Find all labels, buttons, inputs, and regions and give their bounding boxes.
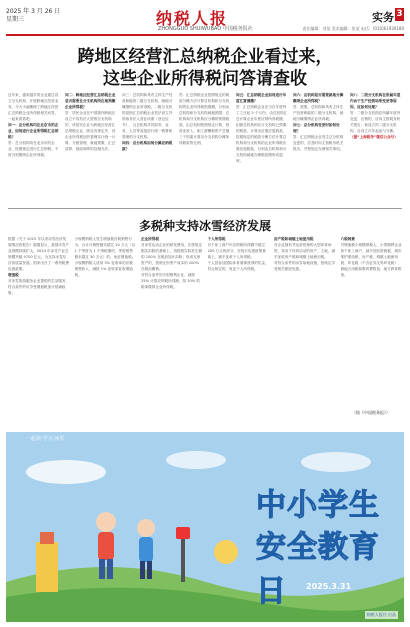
banner-title-line1: 中小学生 [256,488,380,523]
subheading: 问一：总分机构均在北京市的企业，如何进行企业所得税汇总纳税？ [8,123,59,139]
paragraph: 答：汇总纳税企业按照规定的税款分摊方法计算总机构和分支机构的企业所得税预缴额，分别由总机构和分支机构就地预缴；总机构和分支机构应分摊的预缴税款，由总机构按照规定计算，按营业收入、职工薪酬和资产总额三个因素计算各分支机构分摊所得税款的比例。 [179,93,230,145]
issue-date [6,8,60,24]
article2-headline: 多税种支持冰雪经济发展 [138,219,271,233]
page-header [6,6,404,36]
subheading: 个人所得税 [207,237,226,241]
paragraph: 答：总分机构均在北京市的企业，按照规定进行汇总纳税，不再分别缴纳企业所得税。 [8,141,59,157]
article1-headline-line1: 跨地区经营汇总纳税企业看过来， [77,47,333,67]
subheading: 问四：总分机构如何分摊应纳税款？ [122,141,173,151]
article1-column [179,92,231,204]
paragraph: 小规模纳税人发生增值税应税销售行为，合计月销售额未超过 10 万元（以 1 个季度为 1 个纳税期的，季度销售额未超过 30 万元）的，免征增值税。 [74,237,136,259]
weekday-line: 星期三 [6,16,25,23]
source-citation: （据“上海税务”微信公众号） [350,135,398,139]
article2-column [208,236,270,418]
subheading: 问六：总机构是否需要就地分摊缴纳企业所得税？ [293,93,344,103]
paragraph: 对符合条件的冰雪场地设施，按规定享受相关税收优惠。 [274,261,336,271]
subheading: 增值税 [8,273,19,277]
paragraph: 答：需要。总机构和具有主体生产经营职能的二级分支机构，就地分摊缴纳企业所得税。 [293,105,344,121]
paragraph: 个人因参加国际体育赛事获得的奖金，符合规定的，免征个人所得税。 [207,261,269,271]
masthead-title: 纳税人报 [156,9,229,28]
paragraph: 根据《关于 2025 年以来冰雪经济发展情况的报告》数据显示，我国冰雪产业规模持续扩大，2024 年冰雪产业总规模突破 9700 亿元。为支持冰雪经济高质量发展，国家出台了一系列税费优惠政策。 [8,237,70,271]
paragraph: 小规模纳税人适用 3% 征收率的应税销售收入，减按 1% 征收率征收增值税。 [74,261,133,277]
banner-top-text: 一起读·学习·冰雪 [26,436,65,442]
paragraph: 对个体工商户年应纳税所得额不超过 200 万元的部分，在现行优惠政策基础上，减半征收个人所得税。 [207,243,266,259]
paragraph: 答：汇总纳税企业发生总分机构变更的，应及时向主管税务机关报告，并按规定办理相关事项。 [293,135,344,151]
article1-headline-line2: 这些企业所得税问答请查收 [103,69,307,89]
masthead-subtitle: ZHONGGUO SHUIWUBAO 中国税务报社 [158,26,253,32]
subheading: 六税两费 [340,237,355,241]
subheading: 问八：二级分支机构在所属年度内由于生产经营场所变更等原因，应如何处理？ [350,93,401,109]
article1-column [293,92,345,204]
paragraph: 对冰雪旅游服务企业提供的生活服务，符合条件的可享受增值税加计抵减政策。 [8,279,70,295]
banner-credit: 纳税人报社 出品 [366,612,396,617]
paragraph: 对冰雪运动企业的研发费用，在按规定据实扣除的基础上，再按照实际发生额的 100% 在税前加计扣除；形成无形资产的，按照无形资产成本的 200% 在税前摊销。 [141,243,203,271]
editor-line: 责任编辑：刘某 美术编辑：张某 电话：(010)61930180 [302,26,404,31]
article1-column [65,92,117,204]
safety-day-banner [6,432,404,622]
article1-column [122,92,174,204]
article2-body [8,236,402,418]
article2-column [141,236,203,418]
article2-column [75,236,137,418]
article2-column [341,236,403,418]
section-label: 实务 [372,11,394,24]
article1-body [8,92,402,204]
section-divider [8,208,402,209]
paragraph: 答：汇总纳税企业应当自年度终了之日起 5 个月内，由总机构汇总计算企业年度应纳所得税额，扣除总机构和各分支机构已预缴的税款，计算出应缴应退税款，按照规定的税款分摊方法计算总机构和分支机构的企业所得税应缴应退税款，分别由总机构和分支机构就地办理税款缴库或退库。 [236,105,288,163]
article1-column [8,92,60,204]
banner-date: 2025.3.31 [306,582,352,591]
subheading: 企业所得税 [141,237,159,241]
paragraph: 近年来，越来越多的企业通过设立分支机构，开展跨地区经营业务。今天小编梳理了跨地区经营汇总纳税企业所得税相关问答，一起来看看吧。 [8,93,59,121]
paragraph: 对符合条件的小型微利企业，减按 25% 计算应纳税所得额，按 20% 的税率缴纳企业所得税。 [141,273,200,289]
paragraph: 对企业拥有并运营管理的大型体育场馆，其用于体育活动的房产、土地，减半征收房产税和城镇土地使用税。 [274,243,336,259]
paragraph: 对增值税小规模纳税人、小型微利企业和个体工商户，减半征收资源税、城市维护建设税、房产税、城镇土地使用税、印花税（不含证券交易印花税）、耕地占用税和教育费附加、地方教育附加。 [340,243,402,277]
article2-column [274,236,336,418]
article2-byline: （据《中国税务报》） [352,410,390,415]
article1-column [350,92,402,204]
paragraph: 问三：总机构和具有主体生产经营职能的二级分支机构，就地分摊缴纳企业所得税。二级分支机构是指汇总纳税企业依法设立并领取非法人营业执照（登记证书），且总机构对其财务、业务、人员等直接进行统一核算和管理的分支机构。 [122,93,173,139]
paragraph: 答：二级分支机构在所属年度内变更、注销的，应向主管税务机关报告；新设立的二级分支机构，自设立次年起参与分摊。 [350,111,401,133]
banner-title-line2: 安全教育日 [256,530,380,609]
date-line: 2025 年 3 月 26 日 [6,8,61,15]
subheading: 问七：总分机构变更时如何处理？ [293,123,340,133]
article1-column [236,92,288,204]
subheading: 问五：汇总纳税企业如何进行年度汇算清缴？ [236,93,287,103]
subheading: 问二：跨地区经营汇总纳税企业是否需要在分支机构所在地预缴企业所得税？ [65,93,116,109]
subheading: 房产税和城镇土地使用税 [274,237,314,241]
page-number: 3 [396,9,403,19]
article2-column [8,236,70,418]
paragraph: 答：居民企业在中国境内跨地区设立不具有法人资格分支机构的，该居民企业为跨地区经营汇总纳税企业，除另有规定外，其企业所得税征收管理实行统一计算、分级管理、就地预缴、汇总清算、财政调库的处理办法。 [65,111,116,151]
